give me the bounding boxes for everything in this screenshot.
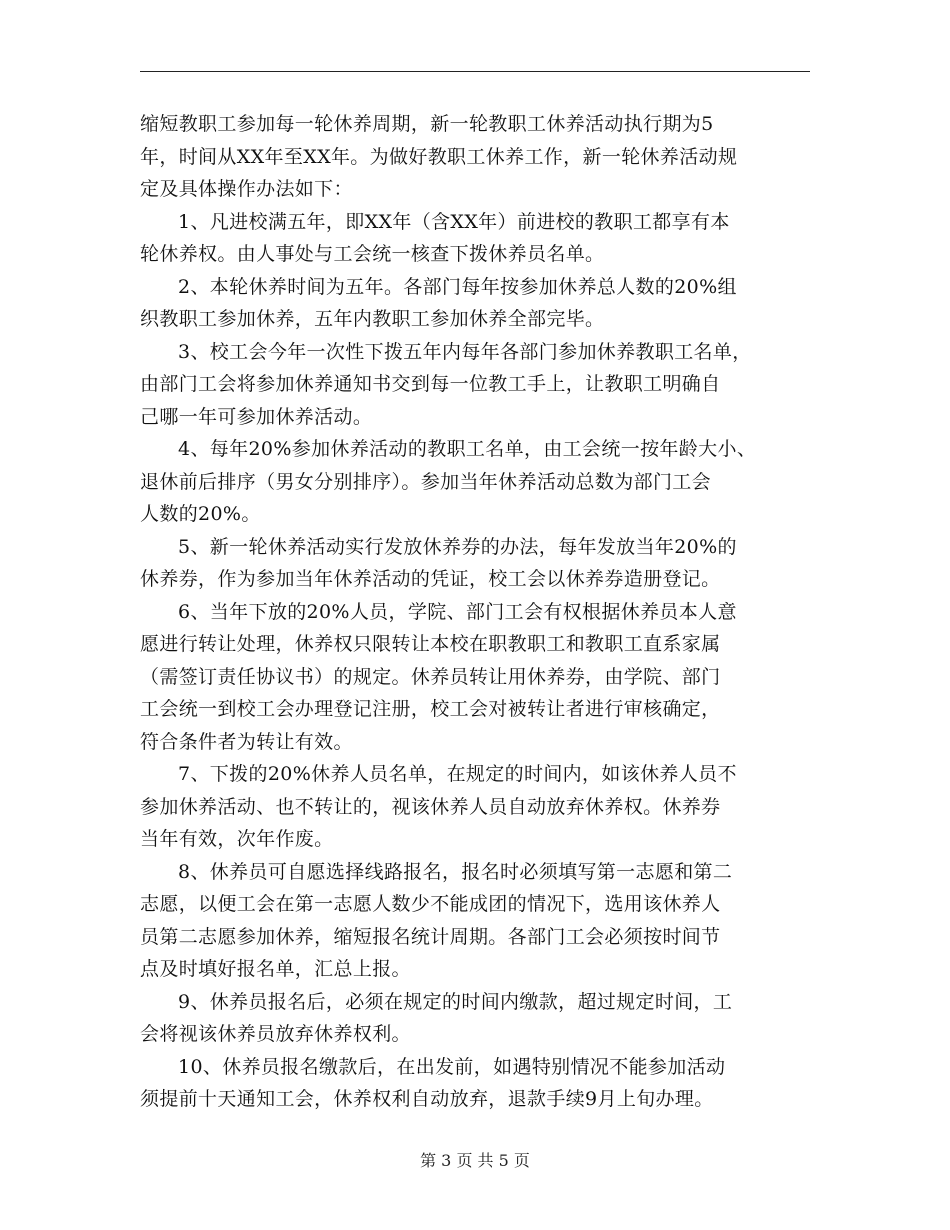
paragraph-7-start: 7、下拨的20%休养人员名单，在规定的时间内，如该休养人员不 xyxy=(178,763,737,785)
text-line: 轮休养权。由人事处与工会统一核查下拨休养员名单。 xyxy=(140,243,605,265)
text-line: 参加休养活动、也不转让的，视该休养人员自动放弃休养权。休养券 xyxy=(140,795,721,818)
text-line: 退休前后排序（男女分别排序）。参加当年休养活动总数为部门工会 xyxy=(140,470,712,493)
paragraph-1-start: 1、凡进校满五年，即XX年（含XX年）前进校的教职工都享有本 xyxy=(178,210,730,233)
text-line: 织教职工参加休养，五年内教职工参加休养全部完毕。 xyxy=(140,308,605,330)
text-line: 休养券，作为参加当年休养活动的凭证，校工会以休养券造册登记。 xyxy=(140,568,721,590)
paragraph-3-start: 3、校工会今年一次性下拨五年内每年各部门参加休养教职工名单， xyxy=(178,340,752,363)
paragraph-5-start: 5、新一轮休养活动实行发放休养券的办法，每年发放当年20%的 xyxy=(178,535,737,558)
text-line: 缩短教职工参加每一轮休养周期，新一轮教职工休养活动执行期为5 xyxy=(140,113,714,135)
paragraph-6-start: 6、当年下放的20%人员，学院、部门工会有权根据休养员本人意 xyxy=(178,600,737,623)
text-line: （需签订责任协议书）的规定。休养员转让用休养券，由学院、部门 xyxy=(140,665,721,688)
paragraph-9-start: 9、休养员报名后，必须在规定的时间内缴款，超过规定时间，工 xyxy=(178,990,733,1013)
text-line: 愿进行转让处理，休养权只限转让本校在职教职工和教职工直系家属 xyxy=(140,633,721,655)
text-line: 须提前十天通知工会，休养权利自动放弃，退款手续9月上旬办理。 xyxy=(140,1088,714,1110)
paragraph-8-start: 8、休养员可自愿选择线路报名，报名时必须填写第一志愿和第二 xyxy=(178,860,733,883)
text-line: 年，时间从XX年至XX年。为做好教职工休养工作，新一轮休养活动规 xyxy=(140,145,738,168)
text-line: 人数的20%。 xyxy=(140,503,261,525)
text-line: 定及具体操作办法如下： xyxy=(140,178,353,200)
text-line: 会将视该休养员放弃休养权利。 xyxy=(140,1023,411,1045)
text-line: 志愿，以便工会在第一志愿人数少不能成团的情况下，选用该休养人 xyxy=(140,893,721,915)
text-line: 员第二志愿参加休养，缩短报名统计周期。各部门工会必须按时间节 xyxy=(140,925,721,948)
page-number-footer: 第 3 页 共 5 页 xyxy=(420,1151,530,1170)
text-line: 当年有效，次年作废。 xyxy=(140,828,334,850)
paragraph-10-start: 10、休养员报名缴款后，在出发前，如遇特别情况不能参加活动 xyxy=(178,1055,726,1078)
text-line: 点及时填好报名单，汇总上报。 xyxy=(140,958,411,980)
header-divider xyxy=(140,71,810,72)
text-line: 己哪一年可参加休养活动。 xyxy=(140,405,373,428)
text-line: 由部门工会将参加休养通知书交到每一位教工手上，让教职工明确自 xyxy=(140,373,721,395)
paragraph-2-start: 2、本轮休养时间为五年。各部门每年按参加休养总人数的20%组 xyxy=(178,275,737,298)
text-line: 工会统一到校工会办理登记注册，校工会对被转让者进行审核确定， xyxy=(140,698,721,720)
text-line: 符合条件者为转让有效。 xyxy=(140,730,353,753)
paragraph-4-start: 4、每年20%参加休养活动的教职工名单，由工会统一按年龄大小、 xyxy=(178,438,757,460)
document-body xyxy=(140,108,815,1116)
